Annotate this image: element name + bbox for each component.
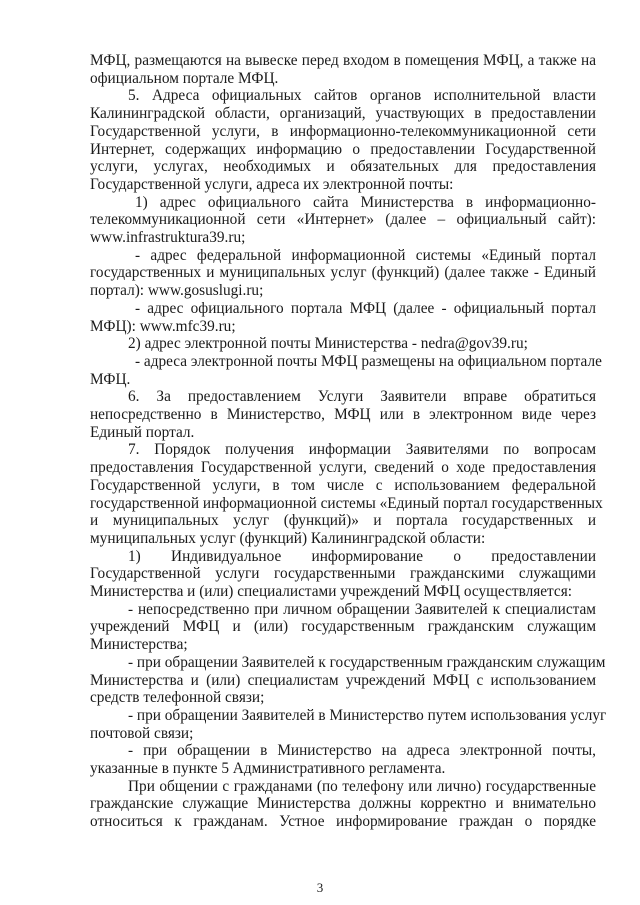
- text-line: Калининградской области, организаций, участвующих в предоставлении: [90, 105, 596, 123]
- text-line: Государственной услуги, адреса их электронной почты:: [90, 175, 454, 193]
- text-line: государственной информационной системы «Единый портал государственных: [90, 494, 603, 512]
- text-line: Государственной услуги государственными гражданскими служащими: [90, 565, 596, 583]
- text-line: - адрес официального портала МФЦ (далее - официальный портал: [135, 299, 596, 317]
- text-line: 7. Порядок получения информации Заявителями по вопросам: [128, 441, 596, 459]
- text-line: муниципальных услуг (функций) Калининградской области:: [90, 529, 486, 547]
- text-line: официальном портале МФЦ.: [90, 69, 279, 87]
- text-line: 1) адрес официального сайта Министерства в информационно-: [135, 193, 596, 211]
- text-line: учреждений МФЦ и (или) государственным гражданским служащим: [90, 618, 596, 636]
- text-line: - при обращении Заявителей в Министерство путем использования услуг: [128, 706, 607, 724]
- text-line: государственных и муниципальных услуг (функций) (далее также - Единый: [90, 264, 596, 282]
- text-line: www.infrastruktura39.ru;: [90, 229, 246, 246]
- text-line: Министерства;: [90, 636, 188, 654]
- text-line: телекоммуникационной сети «Интернет» (далее – официальный сайт):: [90, 211, 596, 229]
- text-line: почтовой связи;: [90, 724, 194, 742]
- text-line: МФЦ): www.mfc39.ru;: [90, 317, 236, 335]
- text-line: - при обращении Заявителей к государственным гражданским служащим: [128, 653, 606, 671]
- text-line: МФЦ, размещаются на вывеске перед входом в помещения МФЦ, а также на: [90, 52, 596, 69]
- text-line: МФЦ.: [90, 370, 131, 388]
- text-line: - адрес федеральной информационной системы «Единый портал: [135, 246, 596, 264]
- text-line: Министерства и (или) специалистами учреждений МФЦ осуществляется:: [90, 583, 573, 600]
- text-line: гражданские служащие Министерства должны корректно и внимательно: [90, 795, 596, 813]
- text-line: Государственной услуги, в информационно-телекоммуникационной сети: [90, 122, 596, 140]
- text-line: предоставления Государственной услуги, сведений о ходе предоставления: [90, 459, 596, 477]
- text-line: Министерства и (или) специалистам учреждений МФЦ с использованием: [90, 671, 596, 689]
- text-line: указанные в пункте 5 Административного регламента.: [90, 760, 446, 777]
- text-line: - при обращении в Министерство на адреса электронной почты,: [128, 742, 596, 760]
- text-line: Интернет, содержащих информацию о предоставлении Государственной: [90, 140, 596, 158]
- text-line: Единый портал.: [90, 423, 195, 441]
- text-line: Государственной услуги, в том числе с использованием федеральной: [90, 476, 596, 494]
- text-line: относиться к гражданам. Устное информирование граждан о порядке: [90, 813, 596, 831]
- text-line: и муниципальных услуг (функций)» и портала государственных и: [90, 512, 596, 530]
- text-line: - адреса электронной почты МФЦ размещены на официальном портале: [135, 352, 602, 370]
- text-line: 5. Адреса официальных сайтов органов исполнительной власти: [128, 87, 596, 105]
- text-line: 2) адрес электронной почты Министерства - nedra@gov39.ru;: [128, 335, 528, 353]
- page-number: 3: [316, 880, 324, 895]
- text-line: - непосредственно при личном обращении Заявителей к специалистам: [128, 600, 596, 618]
- text-line: 6. За предоставлением Услуги Заявители вправе обратиться: [128, 388, 596, 406]
- text-line: непосредственно в Министерство, МФЦ или в электронном виде через: [90, 406, 596, 423]
- text-line: средств телефонной связи;: [90, 689, 265, 707]
- text-line: портал): www.gosuslugi.ru;: [90, 282, 264, 300]
- text-line: При общении с гражданами (по телефону или лично) государственные: [128, 777, 596, 795]
- text-line: услуги, услугах, необходимых и обязательных для предоставления: [90, 158, 596, 176]
- text-line: 1) Индивидуальное информирование о предоставлении: [128, 547, 596, 565]
